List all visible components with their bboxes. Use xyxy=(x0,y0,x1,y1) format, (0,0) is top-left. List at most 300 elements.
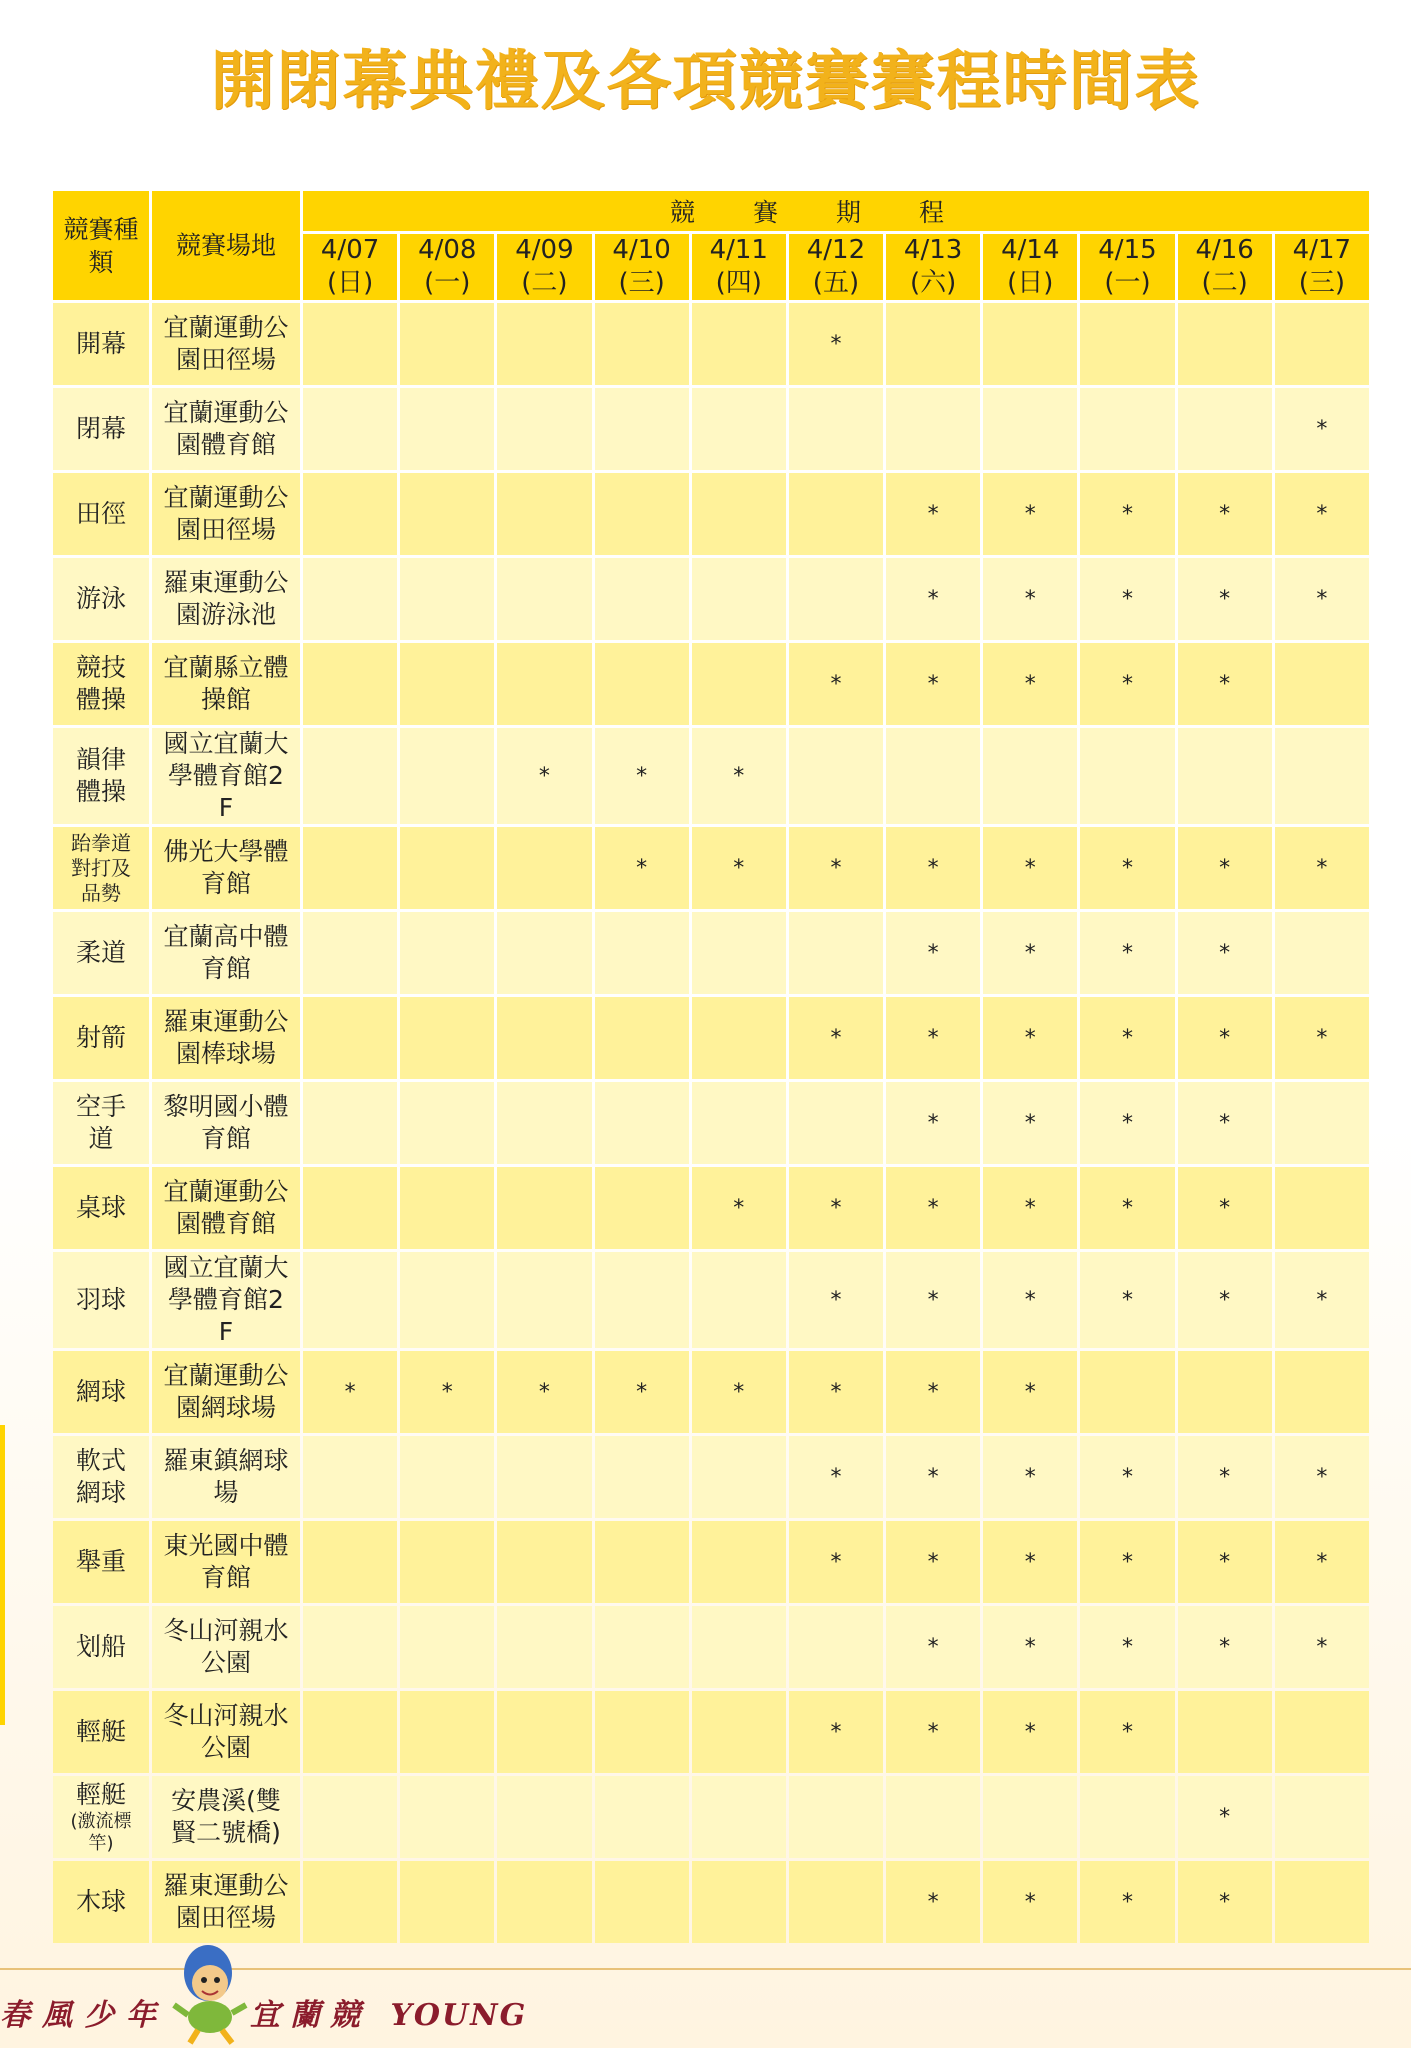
venue-name: 東光國中體育館 xyxy=(163,1531,289,1592)
scheduled-mark: * xyxy=(886,912,980,994)
scheduled-mark: * xyxy=(303,1351,397,1433)
empty-day-cell xyxy=(692,473,786,555)
scheduled-mark: * xyxy=(1080,912,1174,994)
empty-day-cell xyxy=(1178,728,1272,824)
scheduled-mark: * xyxy=(983,912,1077,994)
header-date-label: 4/10 xyxy=(612,235,671,265)
header-weekday-label: (二) xyxy=(521,268,568,298)
venue-cell xyxy=(152,303,300,385)
scheduled-mark: * xyxy=(1178,558,1272,640)
scheduled-mark: * xyxy=(1178,912,1272,994)
sport-name: 射箭 xyxy=(75,1023,126,1052)
empty-day-cell xyxy=(983,303,1077,385)
empty-day-cell xyxy=(303,558,397,640)
empty-day-cell xyxy=(692,1606,786,1688)
scheduled-mark: * xyxy=(1080,1606,1174,1688)
empty-day-cell xyxy=(400,1861,494,1943)
venue-name: 宜蘭運動公園體育館 xyxy=(163,1177,289,1238)
scheduled-mark: * xyxy=(886,1691,980,1773)
scheduled-mark: * xyxy=(497,1351,591,1433)
header-date xyxy=(983,234,1077,300)
sport-cell xyxy=(53,1082,149,1164)
empty-day-cell xyxy=(303,912,397,994)
venue-cell xyxy=(152,912,300,994)
table-header xyxy=(53,191,1369,300)
empty-day-cell xyxy=(1178,388,1272,470)
empty-day-cell xyxy=(1275,728,1369,824)
scheduled-mark: * xyxy=(1080,1861,1174,1943)
scheduled-mark: * xyxy=(1178,1776,1272,1858)
scheduled-mark: * xyxy=(886,1167,980,1249)
header-date-label: 4/15 xyxy=(1098,235,1157,265)
venue-cell xyxy=(152,1861,300,1943)
venue-cell xyxy=(152,473,300,555)
empty-day-cell xyxy=(595,388,689,470)
header-weekday-label: (三) xyxy=(1298,268,1345,298)
empty-day-cell xyxy=(303,1082,397,1164)
empty-day-cell xyxy=(1275,912,1369,994)
table-row xyxy=(53,558,1369,640)
empty-day-cell xyxy=(303,1776,397,1858)
scheduled-mark: * xyxy=(1275,827,1369,909)
scheduled-mark: * xyxy=(1275,1606,1369,1688)
empty-day-cell xyxy=(789,388,883,470)
scheduled-mark: * xyxy=(1275,388,1369,470)
empty-day-cell xyxy=(789,1606,883,1688)
scheduled-mark: * xyxy=(789,1436,883,1518)
sport-name: 柔道 xyxy=(75,938,126,967)
table-row xyxy=(53,728,1369,824)
header-date-label: 4/07 xyxy=(320,235,380,265)
empty-day-cell xyxy=(1275,1861,1369,1943)
sport-cell xyxy=(53,912,149,994)
empty-day-cell xyxy=(303,1252,397,1348)
empty-day-cell xyxy=(595,912,689,994)
sport-name: 輕艇 xyxy=(75,1780,126,1809)
header-venue: 競賽場地 xyxy=(152,191,300,300)
scheduled-mark: * xyxy=(1178,827,1272,909)
scheduled-mark: * xyxy=(1080,1691,1174,1773)
venue-cell xyxy=(152,997,300,1079)
header-weekday-label: (日) xyxy=(1007,268,1054,298)
scheduled-mark: * xyxy=(497,728,591,824)
empty-day-cell xyxy=(303,728,397,824)
empty-day-cell xyxy=(886,388,980,470)
empty-day-cell xyxy=(595,1252,689,1348)
empty-day-cell xyxy=(1080,303,1174,385)
scheduled-mark: * xyxy=(983,1082,1077,1164)
sport-note: (激流標竿) xyxy=(70,1811,132,1854)
scheduled-mark: * xyxy=(983,1351,1077,1433)
empty-day-cell xyxy=(1080,1776,1174,1858)
scheduled-mark: * xyxy=(886,997,980,1079)
empty-day-cell xyxy=(886,1776,980,1858)
table-row xyxy=(53,912,1369,994)
sport-name: 木球 xyxy=(75,1887,126,1916)
header-weekday-label: (五) xyxy=(812,268,860,298)
empty-day-cell xyxy=(1080,388,1174,470)
header-date-label: 4/09 xyxy=(515,235,574,265)
scheduled-mark: * xyxy=(1080,1167,1174,1249)
sport-cell xyxy=(53,1606,149,1688)
scheduled-mark: * xyxy=(1080,558,1174,640)
empty-day-cell xyxy=(886,303,980,385)
scheduled-mark: * xyxy=(789,643,883,725)
header-weekday-label: (一) xyxy=(1104,268,1151,298)
sport-name: 桌球 xyxy=(75,1193,126,1222)
scheduled-mark: * xyxy=(692,728,786,824)
empty-day-cell xyxy=(497,303,591,385)
empty-day-cell xyxy=(692,643,786,725)
empty-day-cell xyxy=(400,827,494,909)
empty-day-cell xyxy=(595,1606,689,1688)
header-date-label: 4/12 xyxy=(806,235,866,265)
empty-day-cell xyxy=(595,1691,689,1773)
header-date xyxy=(886,234,980,300)
empty-day-cell xyxy=(1178,1351,1272,1433)
empty-day-cell xyxy=(692,997,786,1079)
empty-day-cell xyxy=(303,1691,397,1773)
sport-cell xyxy=(53,558,149,640)
header-date xyxy=(595,234,689,300)
scheduled-mark: * xyxy=(595,1351,689,1433)
scheduled-mark: * xyxy=(983,1606,1077,1688)
venue-name: 羅東運動公園游泳池 xyxy=(163,568,289,629)
empty-day-cell xyxy=(1275,1167,1369,1249)
scheduled-mark: * xyxy=(789,997,883,1079)
empty-day-cell xyxy=(595,1436,689,1518)
scheduled-mark: * xyxy=(789,827,883,909)
scheduled-mark: * xyxy=(692,1167,786,1249)
empty-day-cell xyxy=(692,303,786,385)
venue-cell xyxy=(152,827,300,909)
footer-young: YOUNG xyxy=(390,1998,528,2033)
header-date xyxy=(692,234,786,300)
venue-name: 冬山河親水公園 xyxy=(163,1701,289,1762)
venue-cell xyxy=(152,1521,300,1603)
venue-cell xyxy=(152,1252,300,1348)
table-row xyxy=(53,1436,1369,1518)
header-weekday-label: (一) xyxy=(424,268,471,298)
empty-day-cell xyxy=(983,1776,1077,1858)
empty-day-cell xyxy=(1178,303,1272,385)
sport-cell xyxy=(53,1776,149,1858)
venue-name: 宜蘭運動公園田徑場 xyxy=(163,483,289,544)
venue-cell xyxy=(152,1167,300,1249)
empty-day-cell xyxy=(692,1521,786,1603)
venue-name: 羅東運動公園棒球場 xyxy=(163,1007,289,1068)
header-sport-type: 競賽種類 xyxy=(53,191,149,300)
header-date xyxy=(1080,234,1174,300)
sport-cell xyxy=(53,728,149,824)
schedule-body xyxy=(53,303,1369,1943)
header-weekday-label: (三) xyxy=(618,268,665,298)
table-row xyxy=(53,997,1369,1079)
table-row xyxy=(53,473,1369,555)
venue-cell xyxy=(152,1776,300,1858)
table-row xyxy=(53,1606,1369,1688)
venue-cell xyxy=(152,728,300,824)
scheduled-mark: * xyxy=(983,473,1077,555)
empty-day-cell xyxy=(497,643,591,725)
empty-day-cell xyxy=(400,388,494,470)
empty-day-cell xyxy=(497,1691,591,1773)
empty-day-cell xyxy=(400,1167,494,1249)
empty-day-cell xyxy=(692,1776,786,1858)
venue-name: 國立宜蘭大學體育館2F xyxy=(163,1253,289,1346)
empty-day-cell xyxy=(789,473,883,555)
empty-day-cell xyxy=(692,912,786,994)
scheduled-mark: * xyxy=(983,1436,1077,1518)
venue-name: 宜蘭運動公園體育館 xyxy=(163,398,289,459)
venue-cell xyxy=(152,643,300,725)
scheduled-mark: * xyxy=(1275,1436,1369,1518)
header-weekday-label: (日) xyxy=(326,268,374,298)
sport-name: 空手道 xyxy=(75,1092,126,1153)
empty-day-cell xyxy=(595,473,689,555)
scheduled-mark: * xyxy=(983,827,1077,909)
empty-day-cell xyxy=(497,1252,591,1348)
sport-cell xyxy=(53,1691,149,1773)
empty-day-cell xyxy=(497,473,591,555)
empty-day-cell xyxy=(497,827,591,909)
footer-slogan-right xyxy=(250,1990,527,2034)
scheduled-mark: * xyxy=(886,827,980,909)
scheduled-mark: * xyxy=(400,1351,494,1433)
schedule-table xyxy=(50,188,1372,1946)
venue-name: 冬山河親水公園 xyxy=(163,1616,289,1677)
empty-day-cell xyxy=(595,303,689,385)
empty-day-cell xyxy=(303,1521,397,1603)
table-row xyxy=(53,388,1369,470)
sport-cell xyxy=(53,643,149,725)
scheduled-mark: * xyxy=(1080,1082,1174,1164)
table-row xyxy=(53,1691,1369,1773)
empty-day-cell xyxy=(303,473,397,555)
empty-day-cell xyxy=(1275,1691,1369,1773)
scheduled-mark: * xyxy=(789,1252,883,1348)
scheduled-mark: * xyxy=(595,728,689,824)
venue-cell xyxy=(152,1436,300,1518)
empty-day-cell xyxy=(789,558,883,640)
empty-day-cell xyxy=(303,827,397,909)
venue-name: 羅東運動公園田徑場 xyxy=(163,1871,289,1932)
header-date xyxy=(1275,234,1369,300)
footer-slogan-left: 春風少年 xyxy=(0,1998,168,2033)
venue-cell xyxy=(152,1082,300,1164)
sport-name: 軟式網球 xyxy=(75,1446,126,1507)
empty-day-cell xyxy=(692,388,786,470)
empty-day-cell xyxy=(789,1082,883,1164)
scheduled-mark: * xyxy=(1178,643,1272,725)
scheduled-mark: * xyxy=(1178,1252,1272,1348)
empty-day-cell xyxy=(692,1861,786,1943)
scheduled-mark: * xyxy=(983,997,1077,1079)
sport-cell xyxy=(53,1436,149,1518)
scheduled-mark: * xyxy=(789,1691,883,1773)
scheduled-mark: * xyxy=(886,1436,980,1518)
empty-day-cell xyxy=(595,1167,689,1249)
scheduled-mark: * xyxy=(1178,1436,1272,1518)
header-weekday-label: (二) xyxy=(1201,268,1248,298)
table-row xyxy=(53,303,1369,385)
empty-day-cell xyxy=(400,997,494,1079)
scheduled-mark: * xyxy=(1080,643,1174,725)
header-date-label: 4/08 xyxy=(418,235,477,265)
empty-day-cell xyxy=(1080,1351,1174,1433)
venue-cell xyxy=(152,1351,300,1433)
scheduled-mark: * xyxy=(1080,473,1174,555)
empty-day-cell xyxy=(400,1436,494,1518)
venue-name: 安農溪(雙賢二號橋) xyxy=(171,1786,281,1847)
empty-day-cell xyxy=(400,1776,494,1858)
sport-name: 舉重 xyxy=(75,1547,126,1576)
empty-day-cell xyxy=(303,1861,397,1943)
empty-day-cell xyxy=(400,912,494,994)
table-row xyxy=(53,1776,1369,1858)
scheduled-mark: * xyxy=(886,643,980,725)
table-row xyxy=(53,643,1369,725)
scheduled-mark: * xyxy=(1275,1521,1369,1603)
scheduled-mark: * xyxy=(886,558,980,640)
table-row xyxy=(53,1082,1369,1164)
header-period: 競賽期程 xyxy=(303,191,1369,231)
empty-day-cell xyxy=(400,1691,494,1773)
sport-cell xyxy=(53,1521,149,1603)
empty-day-cell xyxy=(400,1521,494,1603)
scheduled-mark: * xyxy=(983,1167,1077,1249)
scheduled-mark: * xyxy=(886,1521,980,1603)
table-row xyxy=(53,1252,1369,1348)
scheduled-mark: * xyxy=(1178,1861,1272,1943)
scheduled-mark: * xyxy=(692,1351,786,1433)
sport-cell xyxy=(53,303,149,385)
venue-name: 國立宜蘭大學體育館2F xyxy=(163,729,289,822)
sport-name: 網球 xyxy=(75,1377,126,1406)
empty-day-cell xyxy=(303,1436,397,1518)
empty-day-cell xyxy=(595,1861,689,1943)
scheduled-mark: * xyxy=(983,643,1077,725)
venue-name: 宜蘭縣立體操館 xyxy=(163,653,289,714)
empty-day-cell xyxy=(1275,303,1369,385)
empty-day-cell xyxy=(886,728,980,824)
sport-name: 划船 xyxy=(75,1632,126,1661)
scheduled-mark: * xyxy=(1178,473,1272,555)
header-date xyxy=(497,234,591,300)
sport-name: 游泳 xyxy=(75,584,126,613)
scheduled-mark: * xyxy=(692,827,786,909)
scheduled-mark: * xyxy=(886,1351,980,1433)
venue-cell xyxy=(152,388,300,470)
scheduled-mark: * xyxy=(789,1521,883,1603)
scheduled-mark: * xyxy=(886,1252,980,1348)
empty-day-cell xyxy=(1275,1082,1369,1164)
header-date-label: 4/17 xyxy=(1292,235,1352,265)
table-row xyxy=(53,1167,1369,1249)
footer-slogan-right-text: 宜蘭競 xyxy=(250,1998,370,2033)
empty-day-cell xyxy=(303,643,397,725)
sport-name: 韻律體操 xyxy=(75,745,126,806)
empty-day-cell xyxy=(1275,643,1369,725)
empty-day-cell xyxy=(1275,1351,1369,1433)
empty-day-cell xyxy=(400,303,494,385)
table-row xyxy=(53,1521,1369,1603)
sport-name: 開幕 xyxy=(75,329,126,358)
scheduled-mark: * xyxy=(1178,1082,1272,1164)
empty-day-cell xyxy=(497,558,591,640)
empty-day-cell xyxy=(497,1606,591,1688)
scheduled-mark: * xyxy=(789,1167,883,1249)
empty-day-cell xyxy=(400,473,494,555)
sport-cell xyxy=(53,1861,149,1943)
scheduled-mark: * xyxy=(1080,997,1174,1079)
empty-day-cell xyxy=(789,1861,883,1943)
empty-day-cell xyxy=(303,1167,397,1249)
sport-name: 閉幕 xyxy=(75,414,126,443)
header-date-label: 4/13 xyxy=(903,235,963,265)
empty-day-cell xyxy=(400,1252,494,1348)
empty-day-cell xyxy=(400,1082,494,1164)
scheduled-mark: * xyxy=(1275,473,1369,555)
header-weekday-label: (六) xyxy=(909,268,957,298)
empty-day-cell xyxy=(1080,728,1174,824)
scheduled-mark: * xyxy=(983,1691,1077,1773)
empty-day-cell xyxy=(692,1252,786,1348)
sport-name: 跆拳道對打及品勢 xyxy=(71,830,131,905)
empty-day-cell xyxy=(692,558,786,640)
table-row xyxy=(53,827,1369,909)
scheduled-mark: * xyxy=(1178,1167,1272,1249)
empty-day-cell xyxy=(983,728,1077,824)
venue-name: 宜蘭高中體育館 xyxy=(163,922,289,983)
scheduled-mark: * xyxy=(886,1606,980,1688)
sport-name: 輕艇 xyxy=(75,1717,126,1746)
header-date xyxy=(1178,234,1272,300)
empty-day-cell xyxy=(595,1521,689,1603)
empty-day-cell xyxy=(303,303,397,385)
sport-cell xyxy=(53,388,149,470)
empty-day-cell xyxy=(497,388,591,470)
scheduled-mark: * xyxy=(1080,827,1174,909)
scheduled-mark: * xyxy=(1178,1606,1272,1688)
venue-name: 佛光大學體育館 xyxy=(163,837,289,898)
scheduled-mark: * xyxy=(983,558,1077,640)
sport-cell xyxy=(53,473,149,555)
venue-name: 黎明國小體育館 xyxy=(163,1092,289,1153)
empty-day-cell xyxy=(595,1082,689,1164)
scheduled-mark: * xyxy=(595,827,689,909)
empty-day-cell xyxy=(595,643,689,725)
header-date-label: 4/11 xyxy=(709,235,768,265)
header-weekday-label: (四) xyxy=(715,268,762,298)
header-date xyxy=(789,234,883,300)
empty-day-cell xyxy=(497,1167,591,1249)
empty-day-cell xyxy=(400,728,494,824)
venue-cell xyxy=(152,558,300,640)
venue-cell xyxy=(152,1606,300,1688)
sport-cell xyxy=(53,997,149,1079)
empty-day-cell xyxy=(400,643,494,725)
table-row xyxy=(53,1861,1369,1943)
scheduled-mark: * xyxy=(1080,1521,1174,1603)
empty-day-cell xyxy=(595,997,689,1079)
empty-day-cell xyxy=(789,728,883,824)
empty-day-cell xyxy=(303,388,397,470)
sport-cell xyxy=(53,1167,149,1249)
empty-day-cell xyxy=(1178,1691,1272,1773)
table-row xyxy=(53,1351,1369,1433)
empty-day-cell xyxy=(400,558,494,640)
